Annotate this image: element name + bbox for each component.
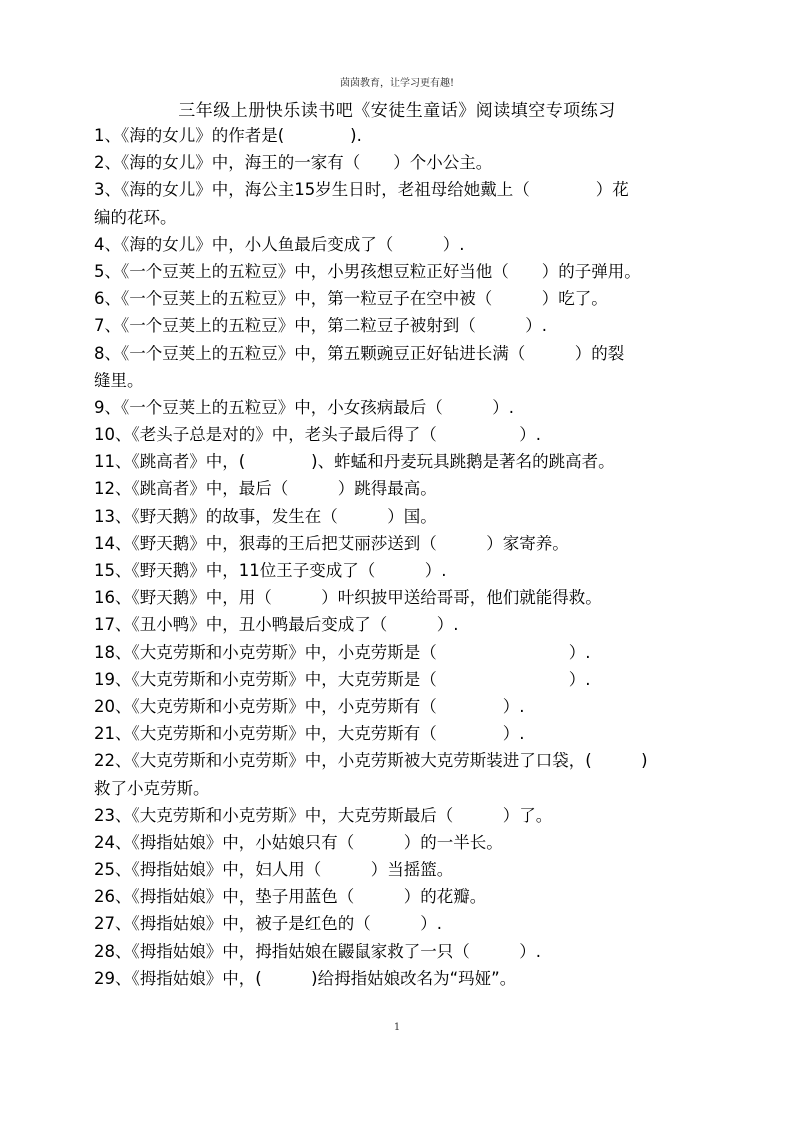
- question-list: [94, 122, 708, 992]
- question-line: 14、《野天鹅》中，狠毒的王后把艾丽莎送到（ ）家寄养。: [94, 533, 569, 553]
- worksheet-title: 三年级上册快乐读书吧《安徒生童话》阅读填空专项练习: [178, 101, 616, 121]
- question-line: 29、《拇指姑娘》中，( )给拇指姑娘改名为“玛娅”。: [94, 968, 517, 988]
- question-line: 3、《海的女儿》中，海公主15岁生日时，老祖母给她戴上（ ）花: [94, 180, 629, 200]
- header-note: 茵茵教育，让学习更有趣!: [339, 78, 455, 89]
- question-line: 23、《大克劳斯和小克劳斯》中，大克劳斯最后（ ）了。: [94, 805, 553, 825]
- question-line-continuation: 救了小克劳斯。: [94, 778, 210, 798]
- question-line: 10、《老头子总是对的》中，老头子最后得了（ ）.: [94, 425, 541, 445]
- question-line: 24、《拇指姑娘》中，小姑娘只有（ ）的一半长。: [94, 832, 503, 852]
- question-line: 7、《一个豆荚上的五粒豆》中，第二粒豆子被射到（ ）.: [94, 316, 547, 336]
- question-line: 22、《大克劳斯和小克劳斯》中，小克劳斯被大克劳斯装进了口袋，( ): [94, 751, 648, 771]
- question-line: 2、《海的女儿》中，海王的一家有（ ）个小公主。: [94, 153, 493, 173]
- question-line: 9、《一个豆荚上的五粒豆》中，小女孩病最后（ ）.: [94, 397, 514, 417]
- question-line: 6、《一个豆荚上的五粒豆》中，第一粒豆子在空中被（ ）吃了。: [94, 289, 608, 309]
- question-line: 12、《跳高者》中，最后（ ）跳得最高。: [94, 479, 437, 499]
- question-line: 4、《海的女儿》中，小人鱼最后变成了（ ）.: [94, 234, 465, 254]
- question-line: 26、《拇指姑娘》中，垫子用蓝色（ ）的花瓣。: [94, 887, 487, 907]
- question-line: 27、《拇指姑娘》中，被子是红色的（ ）.: [94, 914, 442, 934]
- question-line: 18、《大克劳斯和小克劳斯》中，小克劳斯是（ ）.: [94, 642, 591, 662]
- question-line: 1、《海的女儿》的作者是( ).: [94, 126, 362, 145]
- question-line: 5、《一个豆荚上的五粒豆》中，小男孩想豆粒正好当他（ ）的子弹用。: [94, 261, 641, 281]
- question-line: 25、《拇指姑娘》中，妇人用（ ）当摇篮。: [94, 860, 454, 880]
- question-line: 13、《野天鹅》的故事，发生在（ ）国。: [94, 506, 437, 526]
- question-line: 21、《大克劳斯和小克劳斯》中，大克劳斯有（ ）.: [94, 724, 525, 744]
- question-line: 16、《野天鹅》中，用（ ）叶织披甲送给哥哥，他们就能得救。: [94, 588, 602, 608]
- question-line-continuation: 编的花环。: [94, 207, 177, 227]
- question-line: 17、《丑小鸭》中，丑小鸭最后变成了（ ）.: [94, 615, 459, 635]
- question-line: 28、《拇指姑娘》中，拇指姑娘在鼹鼠家救了一只（ ）.: [94, 941, 541, 961]
- question-line: 20、《大克劳斯和小克劳斯》中，小克劳斯有（ ）.: [94, 696, 525, 716]
- page-number: 1: [393, 1022, 401, 1033]
- question-line-continuation: 缝里。: [94, 370, 144, 390]
- question-line: 19、《大克劳斯和小克劳斯》中，大克劳斯是（ ）.: [94, 669, 591, 689]
- question-line: 8、《一个豆荚上的五粒豆》中，第五颗豌豆正好钻进长满（ ）的裂: [94, 343, 625, 363]
- question-line: 11、《跳高者》中，( )、蚱蜢和丹麦玩具跳鹅是著名的跳高者。: [94, 452, 615, 472]
- question-line: 15、《野天鹅》中，11位王子变成了（ ）.: [94, 561, 447, 580]
